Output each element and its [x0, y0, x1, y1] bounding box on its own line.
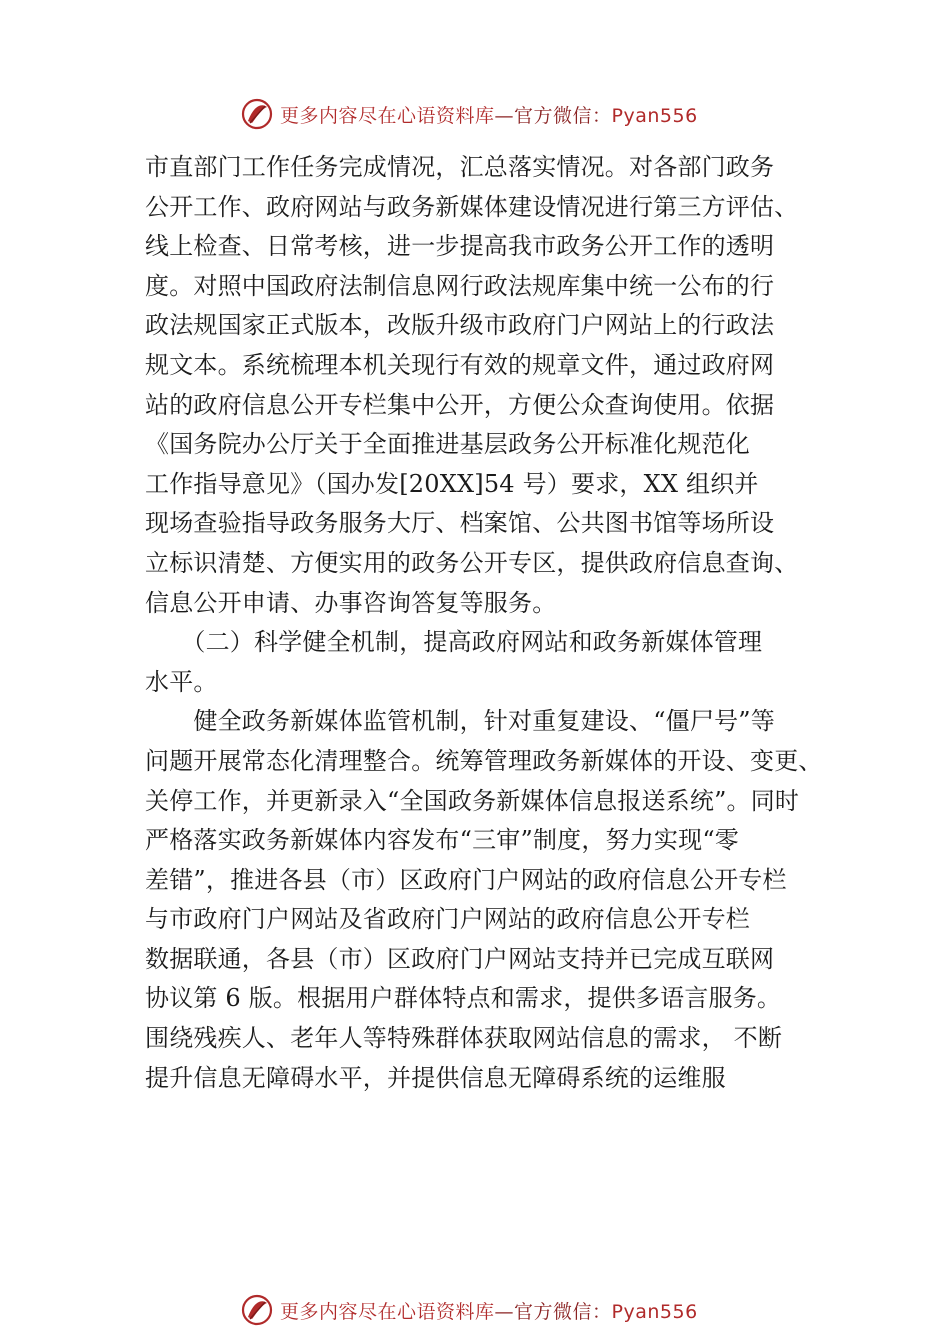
body-line: 差错”，推进各县（市）区政府门户网站的政府信息公开专栏 — [145, 865, 787, 894]
body-line: 市直部门工作任务完成情况，汇总落实情况。对各部门政务 — [145, 153, 775, 181]
body-line: 协议第 6 版。根据用户群体特点和需求，提供多语言服务。 — [145, 984, 782, 1013]
watermark-wechat-id: Pyan556 — [611, 1300, 698, 1323]
body-line: 提升信息无障碍水平，并提供信息无障碍系统的运维服 — [145, 1063, 726, 1092]
watermark-wechat-id: Pyan556 — [611, 104, 698, 127]
section-heading: （二）科学健全机制，提高政府网站和政务新媒体管理 — [145, 628, 763, 657]
section-heading: 水平。 — [145, 667, 218, 696]
watermark-separator: — — [494, 1300, 515, 1323]
body-line: 工作指导意见》（国办发[20XX]54 号）要求，XX 组织并 — [145, 469, 759, 498]
footer-watermark — [240, 1290, 698, 1330]
body-line: 《国务院办公厅关于全面推进基层政务公开标准化规范化 — [145, 430, 750, 459]
body-line: 公开工作、政府网站与政务新媒体建设情况进行第三方评估、 — [145, 192, 799, 221]
document-body — [145, 148, 825, 1098]
brand-logo-icon — [240, 97, 274, 131]
body-line: 健全政务新媒体监管机制，针对重复建设、“僵尸号”等 — [145, 707, 775, 736]
body-line: 与市政府门户网站及省政府门户网站的政府信息公开专栏 — [145, 905, 750, 934]
body-line: 数据联通，各县（市）区政府门户网站支持并已完成互联网 — [145, 944, 775, 973]
body-line: 线上检查、日常考核，进一步提高我市政务公开工作的透明 — [145, 232, 775, 261]
body-line: 关停工作，并更新录入“全国政务新媒体信息报送系统”。同时 — [145, 786, 800, 815]
body-line: 现场查验指导政务服务大厅、档案馆、公共图书馆等场所设 — [145, 509, 775, 538]
brand-logo-icon — [240, 1293, 274, 1327]
body-line: 严格落实政务新媒体内容发布“三审”制度，努力实现“零 — [145, 826, 740, 855]
watermark-text — [280, 101, 698, 128]
body-line: 围绕残疾人、老年人等特殊群体获取网站信息的需求， 不断 — [145, 1024, 783, 1053]
watermark-site: 更多内容尽在心语资料库 — [280, 104, 495, 127]
body-line: 度。对照中国政府法制信息网行政法规库集中统一公布的行 — [145, 271, 775, 300]
body-line: 信息公开申请、办事咨询答复等服务。 — [145, 588, 557, 617]
watermark-text — [280, 1297, 698, 1324]
watermark-wechat-label: 官方微信： — [514, 1300, 612, 1323]
body-line: 立标识清楚、方便实用的政务公开专区，提供政府信息查询、 — [145, 548, 799, 577]
watermark-site: 更多内容尽在心语资料库 — [280, 1300, 495, 1323]
body-line: 站的政府信息公开专栏集中公开，方便公众查询使用。依据 — [145, 390, 775, 419]
body-line: 规文本。系统梳理本机关现行有效的规章文件，通过政府网 — [145, 350, 775, 379]
header-watermark — [240, 94, 698, 134]
watermark-wechat-label: 官方微信： — [514, 104, 612, 127]
body-line: 政法规国家正式版本，改版升级市政府门户网站上的行政法 — [145, 311, 775, 340]
watermark-separator: — — [494, 104, 515, 127]
body-line: 问题开展常态化清理整合。统筹管理政务新媒体的开设、变更、 — [145, 746, 823, 775]
